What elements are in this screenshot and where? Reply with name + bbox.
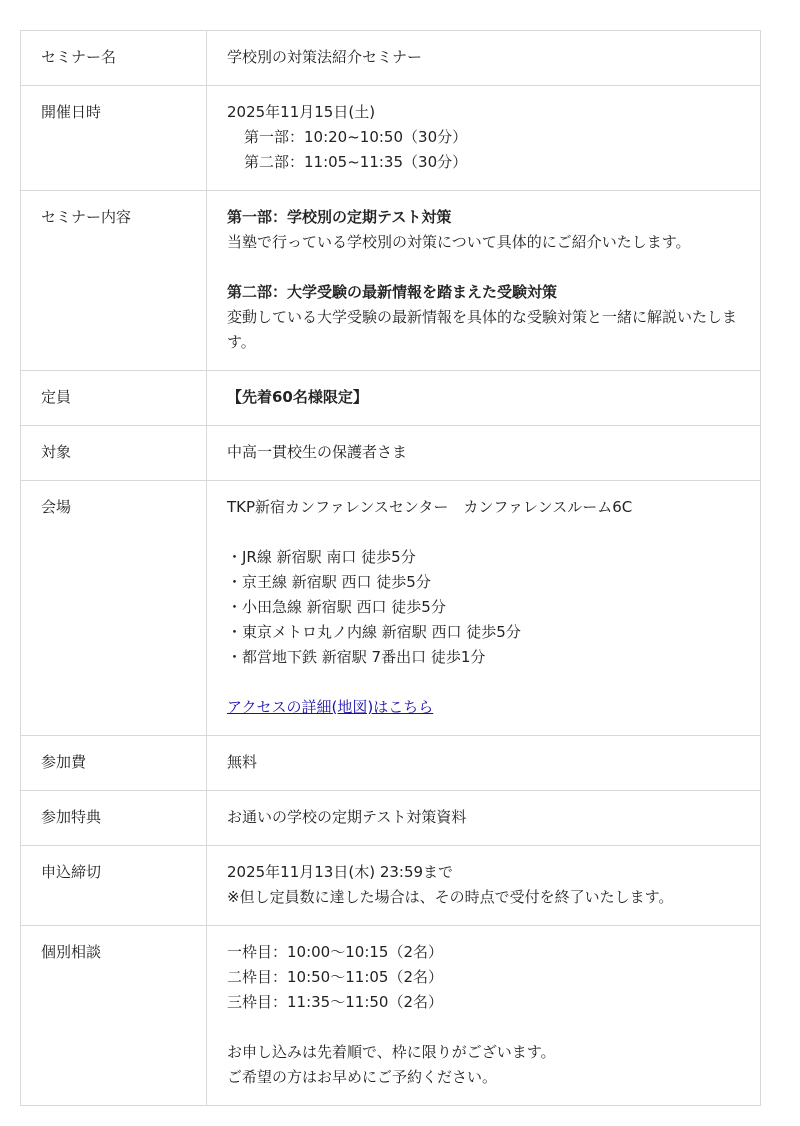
label-consultation: 個別相談 [21,926,207,1106]
row-seminar-name [21,31,761,86]
part2-description: 変動している大学受験の最新情報を具体的な受験対策と一緒に解説いたします。 [227,308,738,351]
label-seminar-name: セミナー名 [21,31,207,86]
value-datetime [207,86,761,191]
row-datetime [21,86,761,191]
seminar-info-sheet [20,30,761,1106]
access-item: ・小田急線 新宿駅 西口 徒歩5分 [227,598,446,616]
consultation-slot: 三枠目：11:35〜11:50（2名） [227,993,443,1011]
access-item: ・京王線 新宿駅 西口 徒歩5分 [227,573,431,591]
value-venue [207,481,761,736]
label-deadline: 申込締切 [21,846,207,926]
part2-title: 第二部：大学受験の最新情報を踏まえた受験対策 [227,283,558,301]
consultation-note: お申し込みは先着順で、枠に限りがございます。 [227,1043,556,1061]
spacer [227,255,740,280]
label-content: セミナー内容 [21,191,207,371]
access-item: ・都営地下鉄 新宿駅 7番出口 徒歩1分 [227,648,486,666]
access-item: ・東京メトロ丸ノ内線 新宿駅 西口 徒歩5分 [227,623,521,641]
seminar-info-table [20,30,761,1106]
part1-description: 当塾で行っている学校別の対策について具体的にご紹介いたします。 [227,233,691,251]
deadline-note: ※但し定員数に達した場合は、その時点で受付を終了いたします。 [227,888,674,906]
label-bonus: 参加特典 [21,791,207,846]
access-item: ・JR線 新宿駅 南口 徒歩5分 [227,548,416,566]
value-capacity: 【先着60名様限定】 [207,371,761,426]
event-date: 2025年11月15日(土) [227,103,376,121]
row-venue [21,481,761,736]
spacer [227,520,740,545]
access-map-link[interactable]: アクセスの詳細(地図)はこちら [227,698,434,716]
row-consultation [21,926,761,1106]
label-capacity: 定員 [21,371,207,426]
value-fee: 無料 [207,736,761,791]
venue-name: TKP新宿カンファレンスセンター カンファレンスルーム6C [227,498,633,516]
row-target [21,426,761,481]
part1-title: 第一部：学校別の定期テスト対策 [227,208,452,226]
deadline-datetime: 2025年11月13日(木) 23:59まで [227,863,454,881]
spacer [227,1015,740,1040]
consultation-slot: 二枠目：10:50〜11:05（2名） [227,968,443,986]
label-venue: 会場 [21,481,207,736]
value-content [207,191,761,371]
label-datetime: 開催日時 [21,86,207,191]
value-consultation [207,926,761,1106]
label-fee: 参加費 [21,736,207,791]
row-deadline [21,846,761,926]
value-seminar-name: 学校別の対策法紹介セミナー [207,31,761,86]
value-target: 中高一貫校生の保護者さま [207,426,761,481]
consultation-slot: 一枠目：10:00〜10:15（2名） [227,943,443,961]
part2-time: 第二部：11:05~11:35（30分） [244,153,468,171]
row-bonus [21,791,761,846]
part1-time: 第一部：10:20~10:50（30分） [244,128,468,146]
row-fee [21,736,761,791]
row-capacity [21,371,761,426]
value-bonus: お通いの学校の定期テスト対策資料 [207,791,761,846]
spacer [227,670,740,695]
label-target: 対象 [21,426,207,481]
value-deadline [207,846,761,926]
consultation-note: ご希望の方はお早めにご予約ください。 [227,1068,498,1086]
row-content [21,191,761,371]
